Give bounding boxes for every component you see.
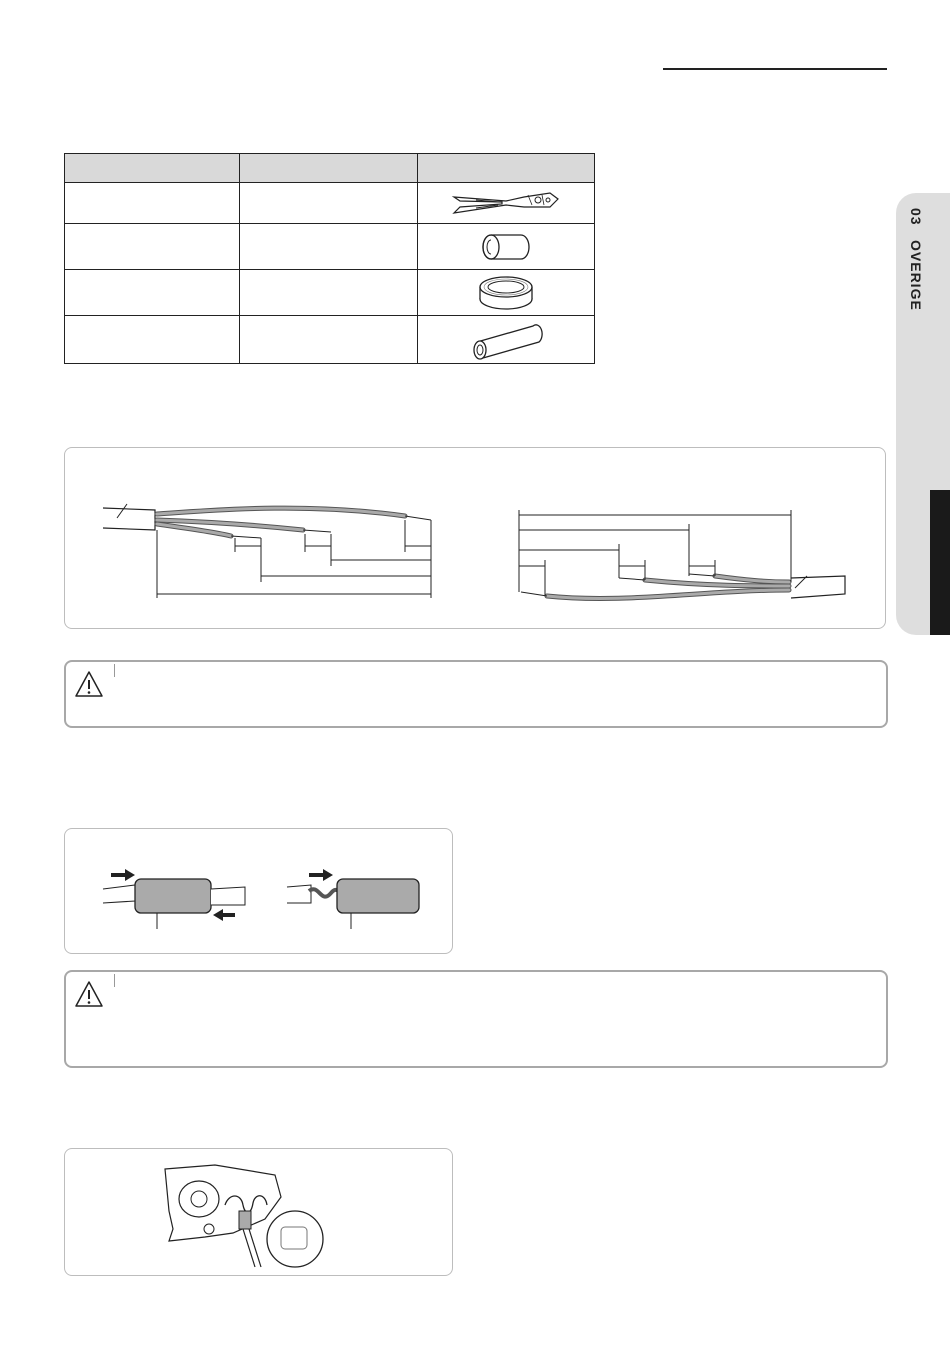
table-cell — [239, 316, 418, 364]
crimping-figure-box — [64, 1148, 453, 1276]
table-header-row — [65, 154, 595, 183]
table-header-cell — [418, 154, 595, 183]
chapter-title: OVERIGE — [908, 239, 924, 311]
table-header-cell — [65, 154, 240, 183]
crimping-tool-diagram — [65, 1149, 452, 1275]
caution-divider — [114, 974, 115, 987]
table-row — [65, 270, 595, 316]
insulation-tape-icon — [418, 270, 595, 316]
tools-table — [64, 153, 595, 364]
table-header-cell — [239, 154, 418, 183]
table-cell — [239, 270, 418, 316]
heat-shrink-tube-icon — [418, 316, 595, 364]
chapter-tab-marker — [930, 490, 950, 635]
caution-box — [64, 970, 888, 1068]
header-rule — [663, 68, 887, 70]
chapter-tab-label — [898, 208, 924, 348]
table-cell — [65, 270, 240, 316]
table-cell — [239, 183, 418, 224]
sleeve-figure-box — [64, 828, 453, 954]
wire-strip-figure-box — [64, 447, 886, 629]
table-row — [65, 316, 595, 364]
crimp-sleeve-icon — [418, 224, 595, 270]
wire-strip-diagram — [65, 448, 885, 628]
sleeve-insertion-diagram — [65, 829, 452, 953]
caution-divider — [114, 664, 115, 677]
warning-triangle-icon — [74, 670, 104, 698]
table-row — [65, 183, 595, 224]
table-cell — [65, 183, 240, 224]
table-row — [65, 224, 595, 270]
caution-box — [64, 660, 888, 728]
chapter-number: 03 — [908, 208, 924, 226]
warning-triangle-icon — [74, 980, 104, 1008]
table-cell — [65, 224, 240, 270]
table-cell — [239, 224, 418, 270]
crimping-pliers-icon — [418, 183, 595, 224]
table-cell — [65, 316, 240, 364]
